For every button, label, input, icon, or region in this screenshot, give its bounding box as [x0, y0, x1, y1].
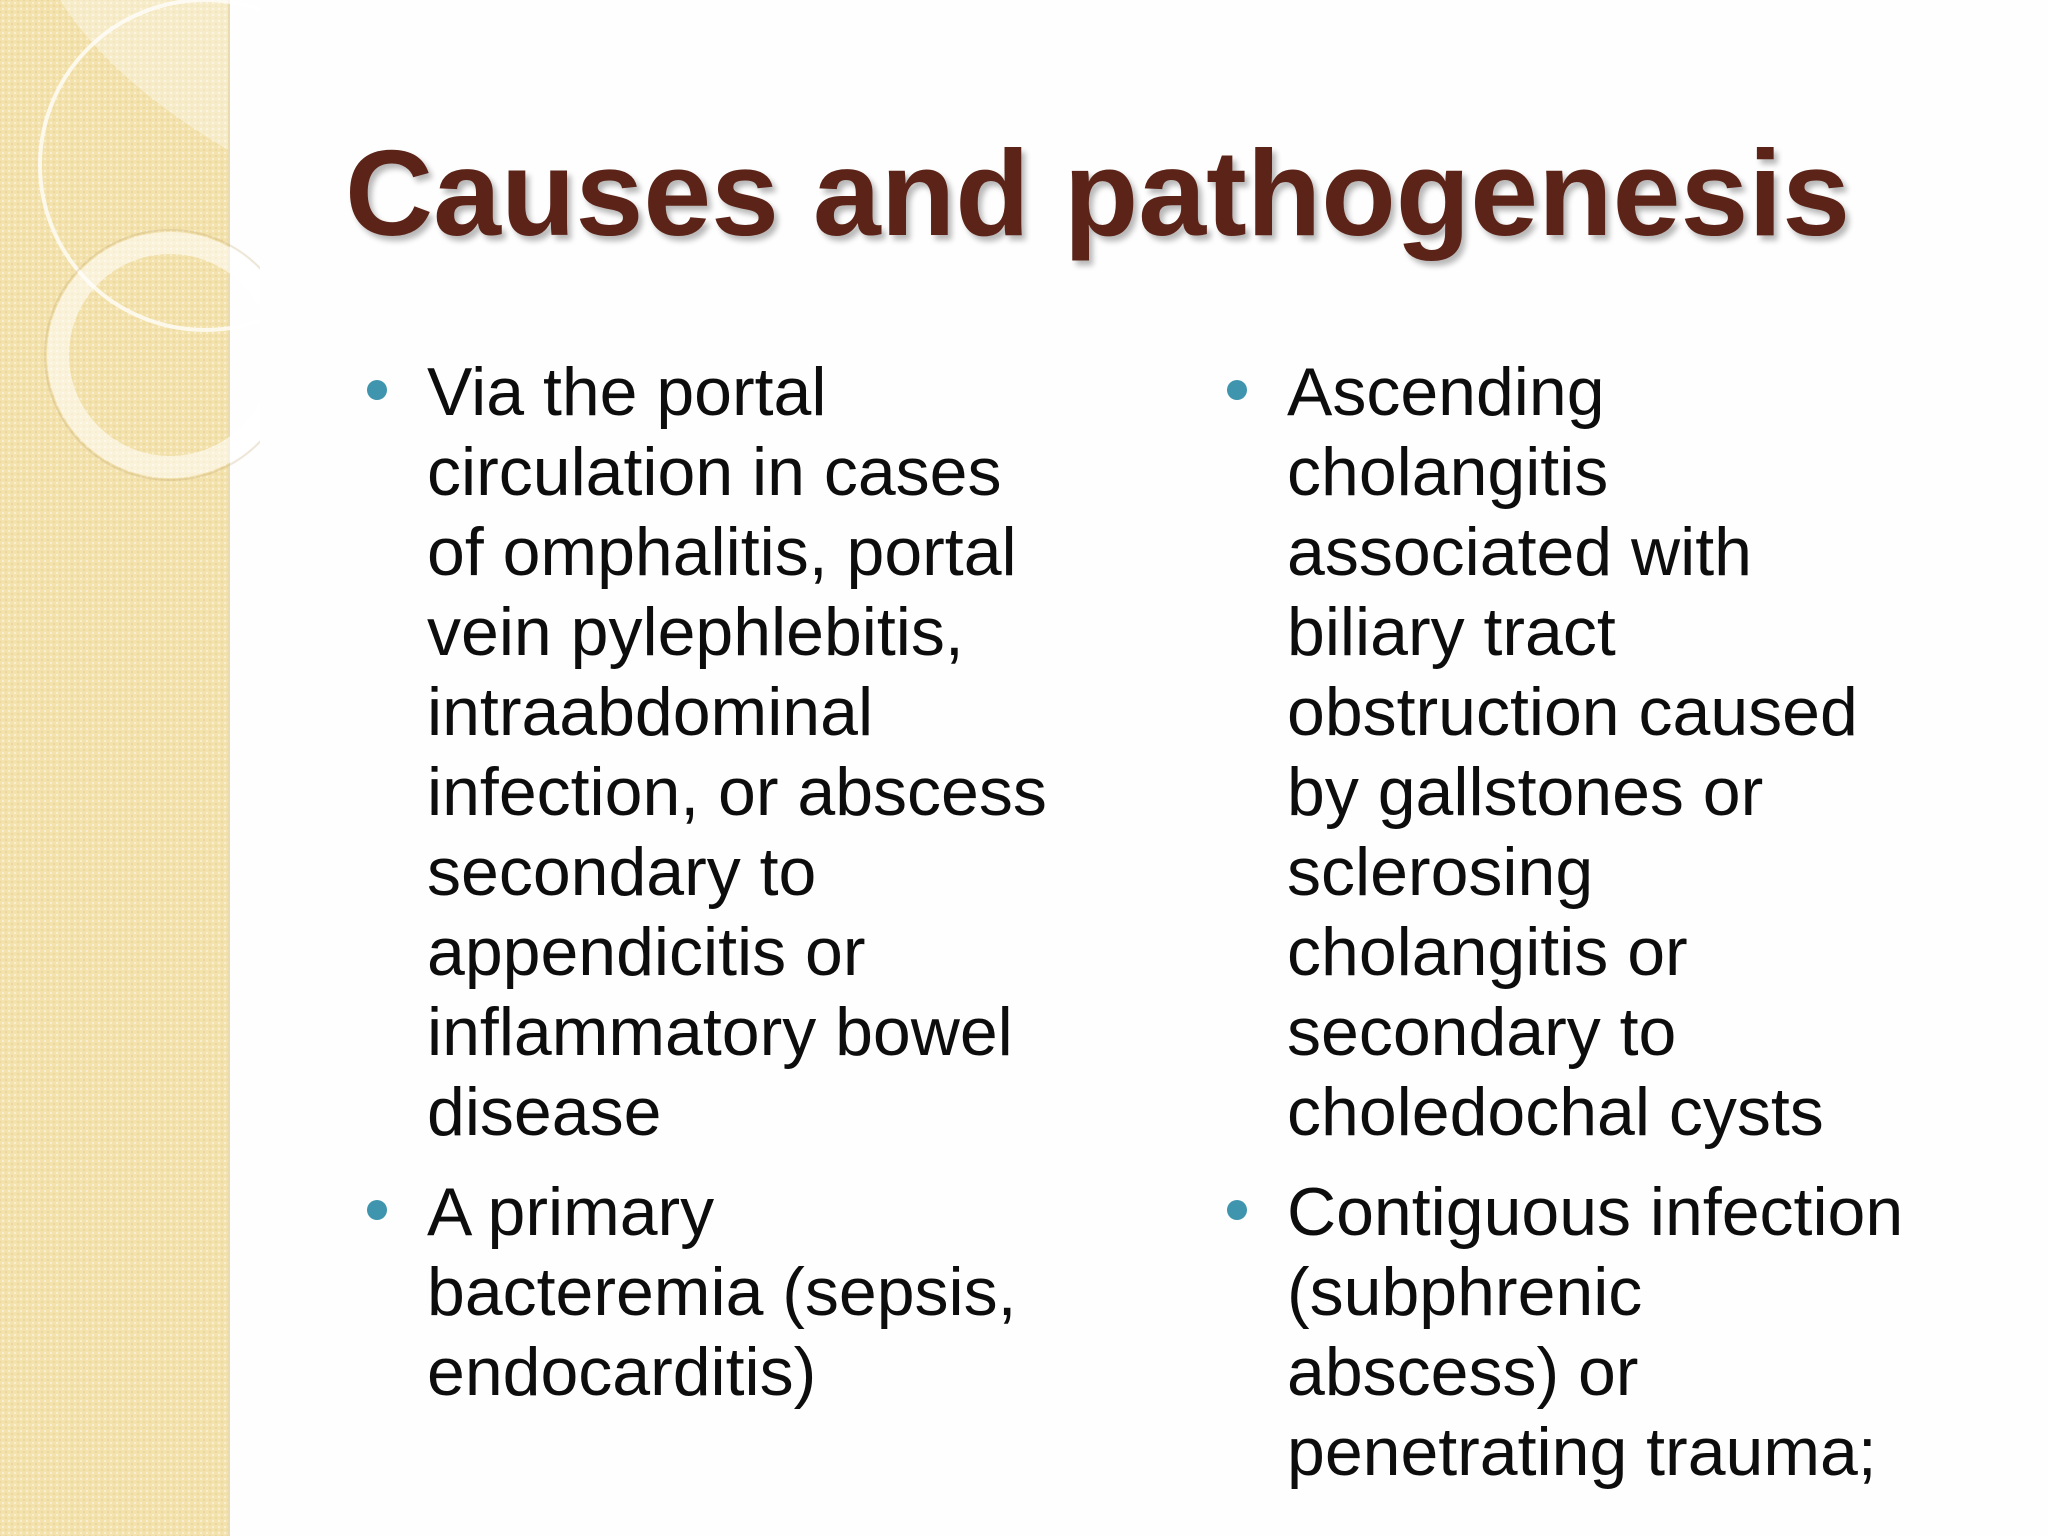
bullet-line: abscess) or	[1287, 1334, 1639, 1410]
bullet-line: penetrating trauma;	[1287, 1414, 1877, 1490]
bullet-line: bacteremia (sepsis,	[427, 1254, 1017, 1330]
bullet-line: obstruction caused	[1287, 674, 1858, 750]
thick-ring	[58, 243, 260, 467]
bullet-line: Contiguous infection	[1287, 1174, 1904, 1250]
bullet-line: intraabdominal	[427, 674, 874, 750]
bullet-line: appendicitis or	[427, 914, 866, 990]
bullet-line: secondary to	[427, 834, 817, 910]
bullet-item	[1215, 352, 2035, 1152]
bullet-line: (subphrenic	[1287, 1254, 1643, 1330]
bullet-line: secondary to	[1287, 994, 1677, 1070]
bullet-line: associated with	[1287, 514, 1752, 590]
bullet-dot-icon	[1227, 380, 1247, 400]
bullet-line: A primary	[427, 1174, 715, 1250]
bullet-dot-icon	[367, 380, 387, 400]
bullet-line: disease	[427, 1074, 662, 1150]
ring-highlight	[60, 0, 228, 150]
bullet-line: inflammatory bowel	[427, 994, 1013, 1070]
bullet-line: cholangitis or	[1287, 914, 1688, 990]
bullet-line: infection, or abscess	[427, 754, 1047, 830]
bullet-line: sclerosing	[1287, 834, 1594, 910]
bullet-item	[355, 1172, 1145, 1412]
bullet-line: biliary tract	[1287, 594, 1616, 670]
bullet-line: of omphalitis, portal	[427, 514, 1017, 590]
bullet-line: Ascending	[1287, 354, 1605, 430]
bullet-line: by gallstones or	[1287, 754, 1764, 830]
bullet-item	[355, 352, 1145, 1152]
bullet-line: endocarditis)	[427, 1334, 817, 1410]
bullet-line: circulation in cases	[427, 434, 1002, 510]
bullet-item	[1215, 1172, 2035, 1492]
right-bullet-column	[1215, 352, 2035, 1512]
left-bullet-column	[355, 352, 1145, 1432]
bullet-line: Via the portal	[427, 354, 827, 430]
bullet-line: vein pylephlebitis,	[427, 594, 964, 670]
decorative-rings	[0, 0, 260, 520]
slide-title: Causes and pathogenesis	[345, 125, 1851, 261]
bullet-line: cholangitis	[1287, 434, 1609, 510]
bullet-dot-icon	[367, 1200, 387, 1220]
bullet-line: choledochal cysts	[1287, 1074, 1824, 1150]
bullet-dot-icon	[1227, 1200, 1247, 1220]
